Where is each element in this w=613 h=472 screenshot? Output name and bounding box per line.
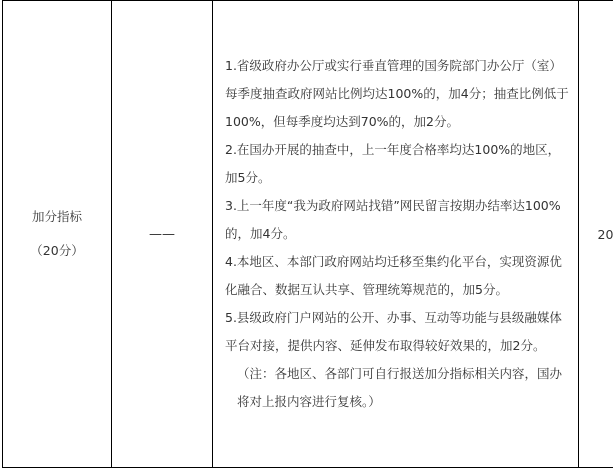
indicator-table	[2, 0, 613, 468]
category-label: 加分指标	[31, 209, 82, 224]
score-cell: 20	[579, 1, 613, 468]
criteria-item-5: 5.县级政府门户网站的公开、办事、互动等功能与县级融媒体平台对接，提供内容、延伸发布取得较好效果的，加2分。	[225, 310, 562, 353]
criteria-cell	[213, 1, 579, 468]
criteria-item-2: 2.在国办开展的抽查中，上一年度合格率均达100%的地区，加5分。	[225, 142, 561, 185]
table-row	[3, 1, 613, 468]
criteria-item-4: 4.本地区、本部门政府网站均迁移至集约化平台，实现资源优化融合、数据互认共享、管理统筹规范的，加5分。	[225, 254, 562, 297]
criteria-note: （注：各地区、各部门可自行报送加分指标相关内容，国办将对上报内容进行复核。）	[237, 366, 563, 409]
category-cell	[3, 1, 112, 468]
criteria-item-3: 3.上一年度“我为政府网站找错”网民留言按期办结率达100%的，加4分。	[225, 198, 561, 241]
criteria-item-1: 1.省级政府办公厅或实行垂直管理的国务院部门办公厅（室）每季度抽查政府网站比例均达100%的，加4分；抽查比例低于100%，但每季度均达到70%的，加2分。	[225, 58, 569, 129]
standard-cell: ——	[112, 1, 213, 468]
category-points: （20分）	[30, 243, 84, 258]
